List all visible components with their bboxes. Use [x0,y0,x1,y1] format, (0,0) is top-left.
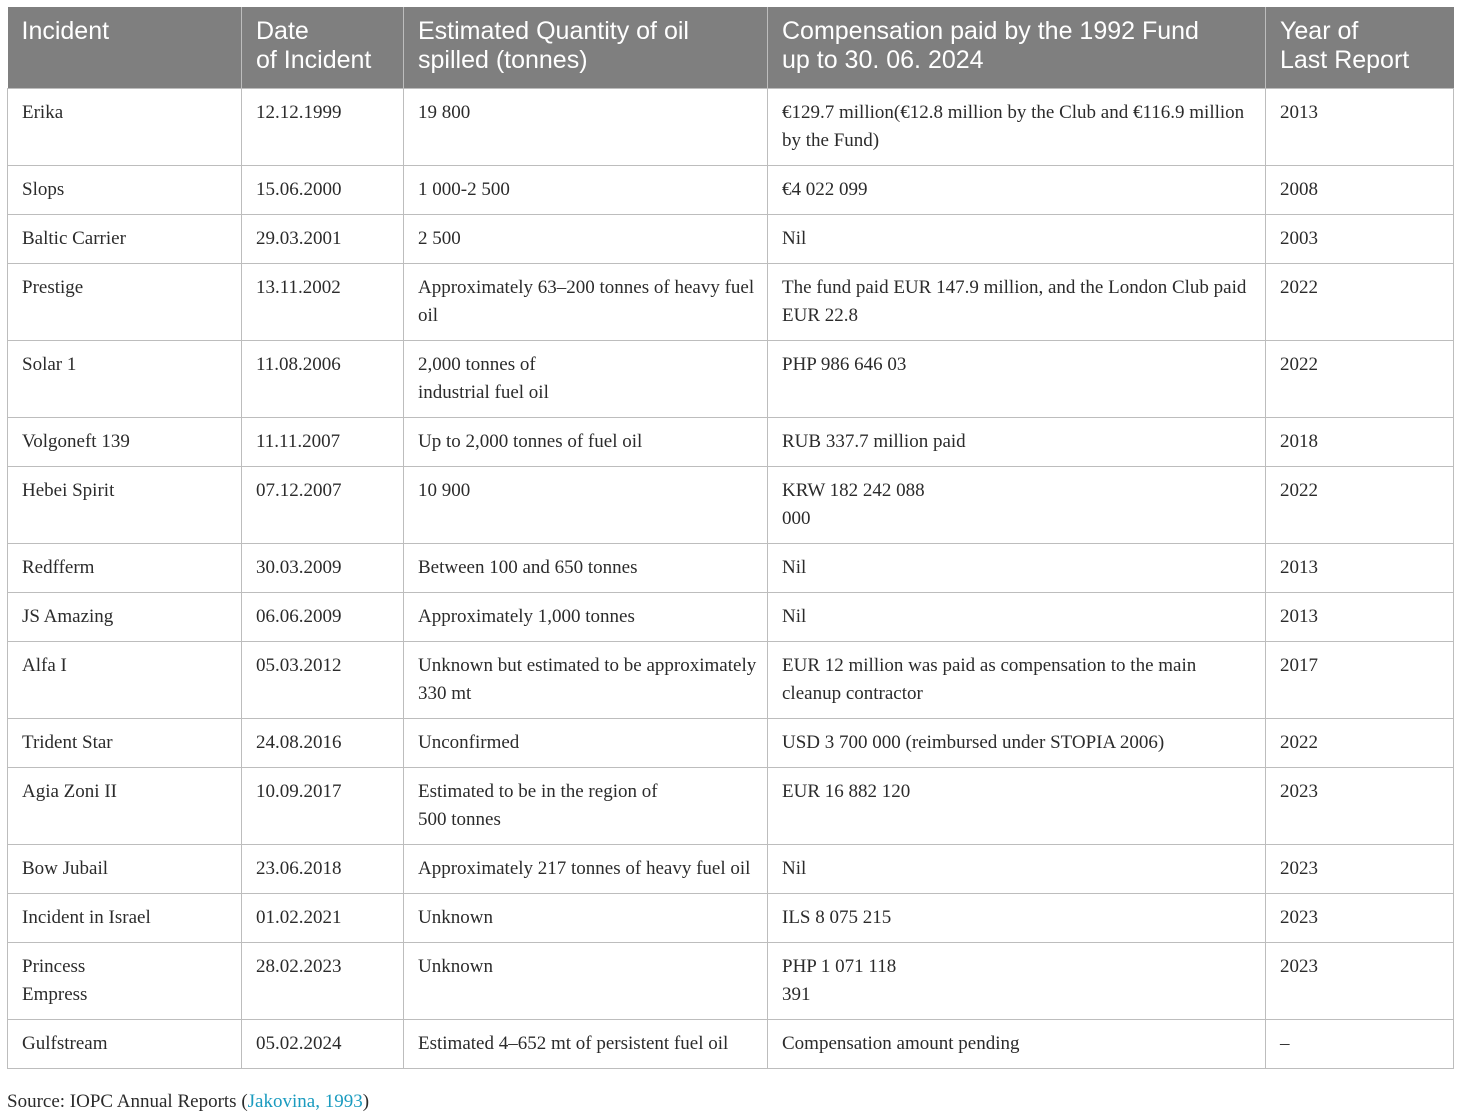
cell-quantity: 19 800 [404,89,768,166]
cell-year: 2008 [1266,166,1454,215]
cell-quantity: Approximately 217 tonnes of heavy fuel oil [404,845,768,894]
cell-year: 2023 [1266,768,1454,845]
cell-quantity: 2 500 [404,215,768,264]
cell-quantity: Up to 2,000 tonnes of fuel oil [404,418,768,467]
cell-date: 28.02.2023 [242,943,404,1020]
cell-incident: Bow Jubail [8,845,242,894]
cell-quantity: Approximately 63–200 tonnes of heavy fuel oil [404,264,768,341]
cell-year: 2013 [1266,593,1454,642]
cell-compensation: Nil [768,845,1266,894]
source-note [7,1089,369,1115]
cell-date: 11.11.2007 [242,418,404,467]
cell-incident: Redfferm [8,544,242,593]
header-quantity: Estimated Quantity of oil spilled (tonnes) [404,7,768,89]
cell-incident: JS Amazing [8,593,242,642]
cell-date: 23.06.2018 [242,845,404,894]
table-row [8,418,1454,467]
cell-date: 12.12.1999 [242,89,404,166]
table-row [8,467,1454,544]
cell-quantity: Between 100 and 650 tonnes [404,544,768,593]
table-row [8,166,1454,215]
source-prefix: Source: IOPC Annual Reports ( [7,1091,248,1112]
cell-compensation: Nil [768,544,1266,593]
cell-date: 24.08.2016 [242,719,404,768]
cell-year: 2003 [1266,215,1454,264]
cell-quantity: Unknown [404,894,768,943]
header-incident: Incident [8,7,242,89]
cell-quantity: 10 900 [404,467,768,544]
cell-quantity: 2,000 tonnes of industrial fuel oil [404,341,768,418]
table-row [8,943,1454,1020]
source-suffix: ) [362,1091,370,1112]
table-row [8,215,1454,264]
cell-incident: Hebei Spirit [8,467,242,544]
table-row [8,341,1454,418]
cell-date: 06.06.2009 [242,593,404,642]
header-compensation: Compensation paid by the 1992 Fund up to 30. 06. 2024 [768,7,1266,89]
cell-year: 2017 [1266,642,1454,719]
cell-year: 2023 [1266,845,1454,894]
header-date: Date of Incident [242,7,404,89]
source-link[interactable]: Jakovina, 1993 [247,1091,363,1112]
cell-incident: Slops [8,166,242,215]
cell-year: 2018 [1266,418,1454,467]
cell-compensation: Nil [768,215,1266,264]
cell-incident: Gulfstream [8,1020,242,1069]
cell-date: 30.03.2009 [242,544,404,593]
cell-year: – [1266,1020,1454,1069]
cell-date: 13.11.2002 [242,264,404,341]
cell-incident: Volgoneft 139 [8,418,242,467]
table-row [8,1020,1454,1069]
cell-incident: Erika [8,89,242,166]
cell-incident: Solar 1 [8,341,242,418]
cell-year: 2022 [1266,719,1454,768]
cell-year: 2022 [1266,341,1454,418]
cell-quantity: Unconfirmed [404,719,768,768]
cell-compensation: PHP 986 646 03 [768,341,1266,418]
cell-date: 10.09.2017 [242,768,404,845]
cell-quantity: Unknown [404,943,768,1020]
cell-compensation: KRW 182 242 088 000 [768,467,1266,544]
table-row [8,593,1454,642]
table-row [8,768,1454,845]
cell-year: 2022 [1266,264,1454,341]
cell-quantity: Estimated to be in the region of 500 tonnes [404,768,768,845]
cell-quantity: Approximately 1,000 tonnes [404,593,768,642]
cell-date: 11.08.2006 [242,341,404,418]
cell-year: 2022 [1266,467,1454,544]
cell-date: 29.03.2001 [242,215,404,264]
cell-incident: Prestige [8,264,242,341]
table-row [8,544,1454,593]
cell-date: 07.12.2007 [242,467,404,544]
table-header [8,7,1454,89]
cell-date: 01.02.2021 [242,894,404,943]
cell-incident: Alfa I [8,642,242,719]
cell-date: 05.02.2024 [242,1020,404,1069]
table-row [8,894,1454,943]
cell-quantity: Unknown but estimated to be approximately 330 mt [404,642,768,719]
cell-incident: Agia Zoni II [8,768,242,845]
cell-compensation: €4 022 099 [768,166,1266,215]
cell-incident: Baltic Carrier [8,215,242,264]
cell-compensation: PHP 1 071 118 391 [768,943,1266,1020]
header-row [8,7,1454,89]
incident-table [7,7,1454,1069]
cell-year: 2013 [1266,89,1454,166]
cell-year: 2023 [1266,943,1454,1020]
cell-date: 15.06.2000 [242,166,404,215]
cell-quantity: Estimated 4–652 mt of persistent fuel oil [404,1020,768,1069]
cell-compensation: Compensation amount pending [768,1020,1266,1069]
table-body [8,89,1454,1069]
cell-incident: Incident in Israel [8,894,242,943]
table-row [8,845,1454,894]
cell-compensation: RUB 337.7 million paid [768,418,1266,467]
cell-compensation: Nil [768,593,1266,642]
cell-compensation: EUR 16 882 120 [768,768,1266,845]
table-row [8,264,1454,341]
cell-quantity: 1 000-2 500 [404,166,768,215]
cell-incident: Trident Star [8,719,242,768]
cell-compensation: The fund paid EUR 147.9 million, and the London Club paid EUR 22.8 [768,264,1266,341]
header-year: Year of Last Report [1266,7,1454,89]
table-row [8,642,1454,719]
cell-compensation: EUR 12 million was paid as compensation to the main cleanup contractor [768,642,1266,719]
cell-date: 05.03.2012 [242,642,404,719]
cell-compensation: €129.7 million(€12.8 million by the Club and €116.9 million by the Fund) [768,89,1266,166]
cell-incident: Princess Empress [8,943,242,1020]
cell-compensation: ILS 8 075 215 [768,894,1266,943]
table-row [8,89,1454,166]
cell-year: 2013 [1266,544,1454,593]
table-row [8,719,1454,768]
table-container [7,7,1453,1069]
cell-compensation: USD 3 700 000 (reimbursed under STOPIA 2006) [768,719,1266,768]
cell-year: 2023 [1266,894,1454,943]
